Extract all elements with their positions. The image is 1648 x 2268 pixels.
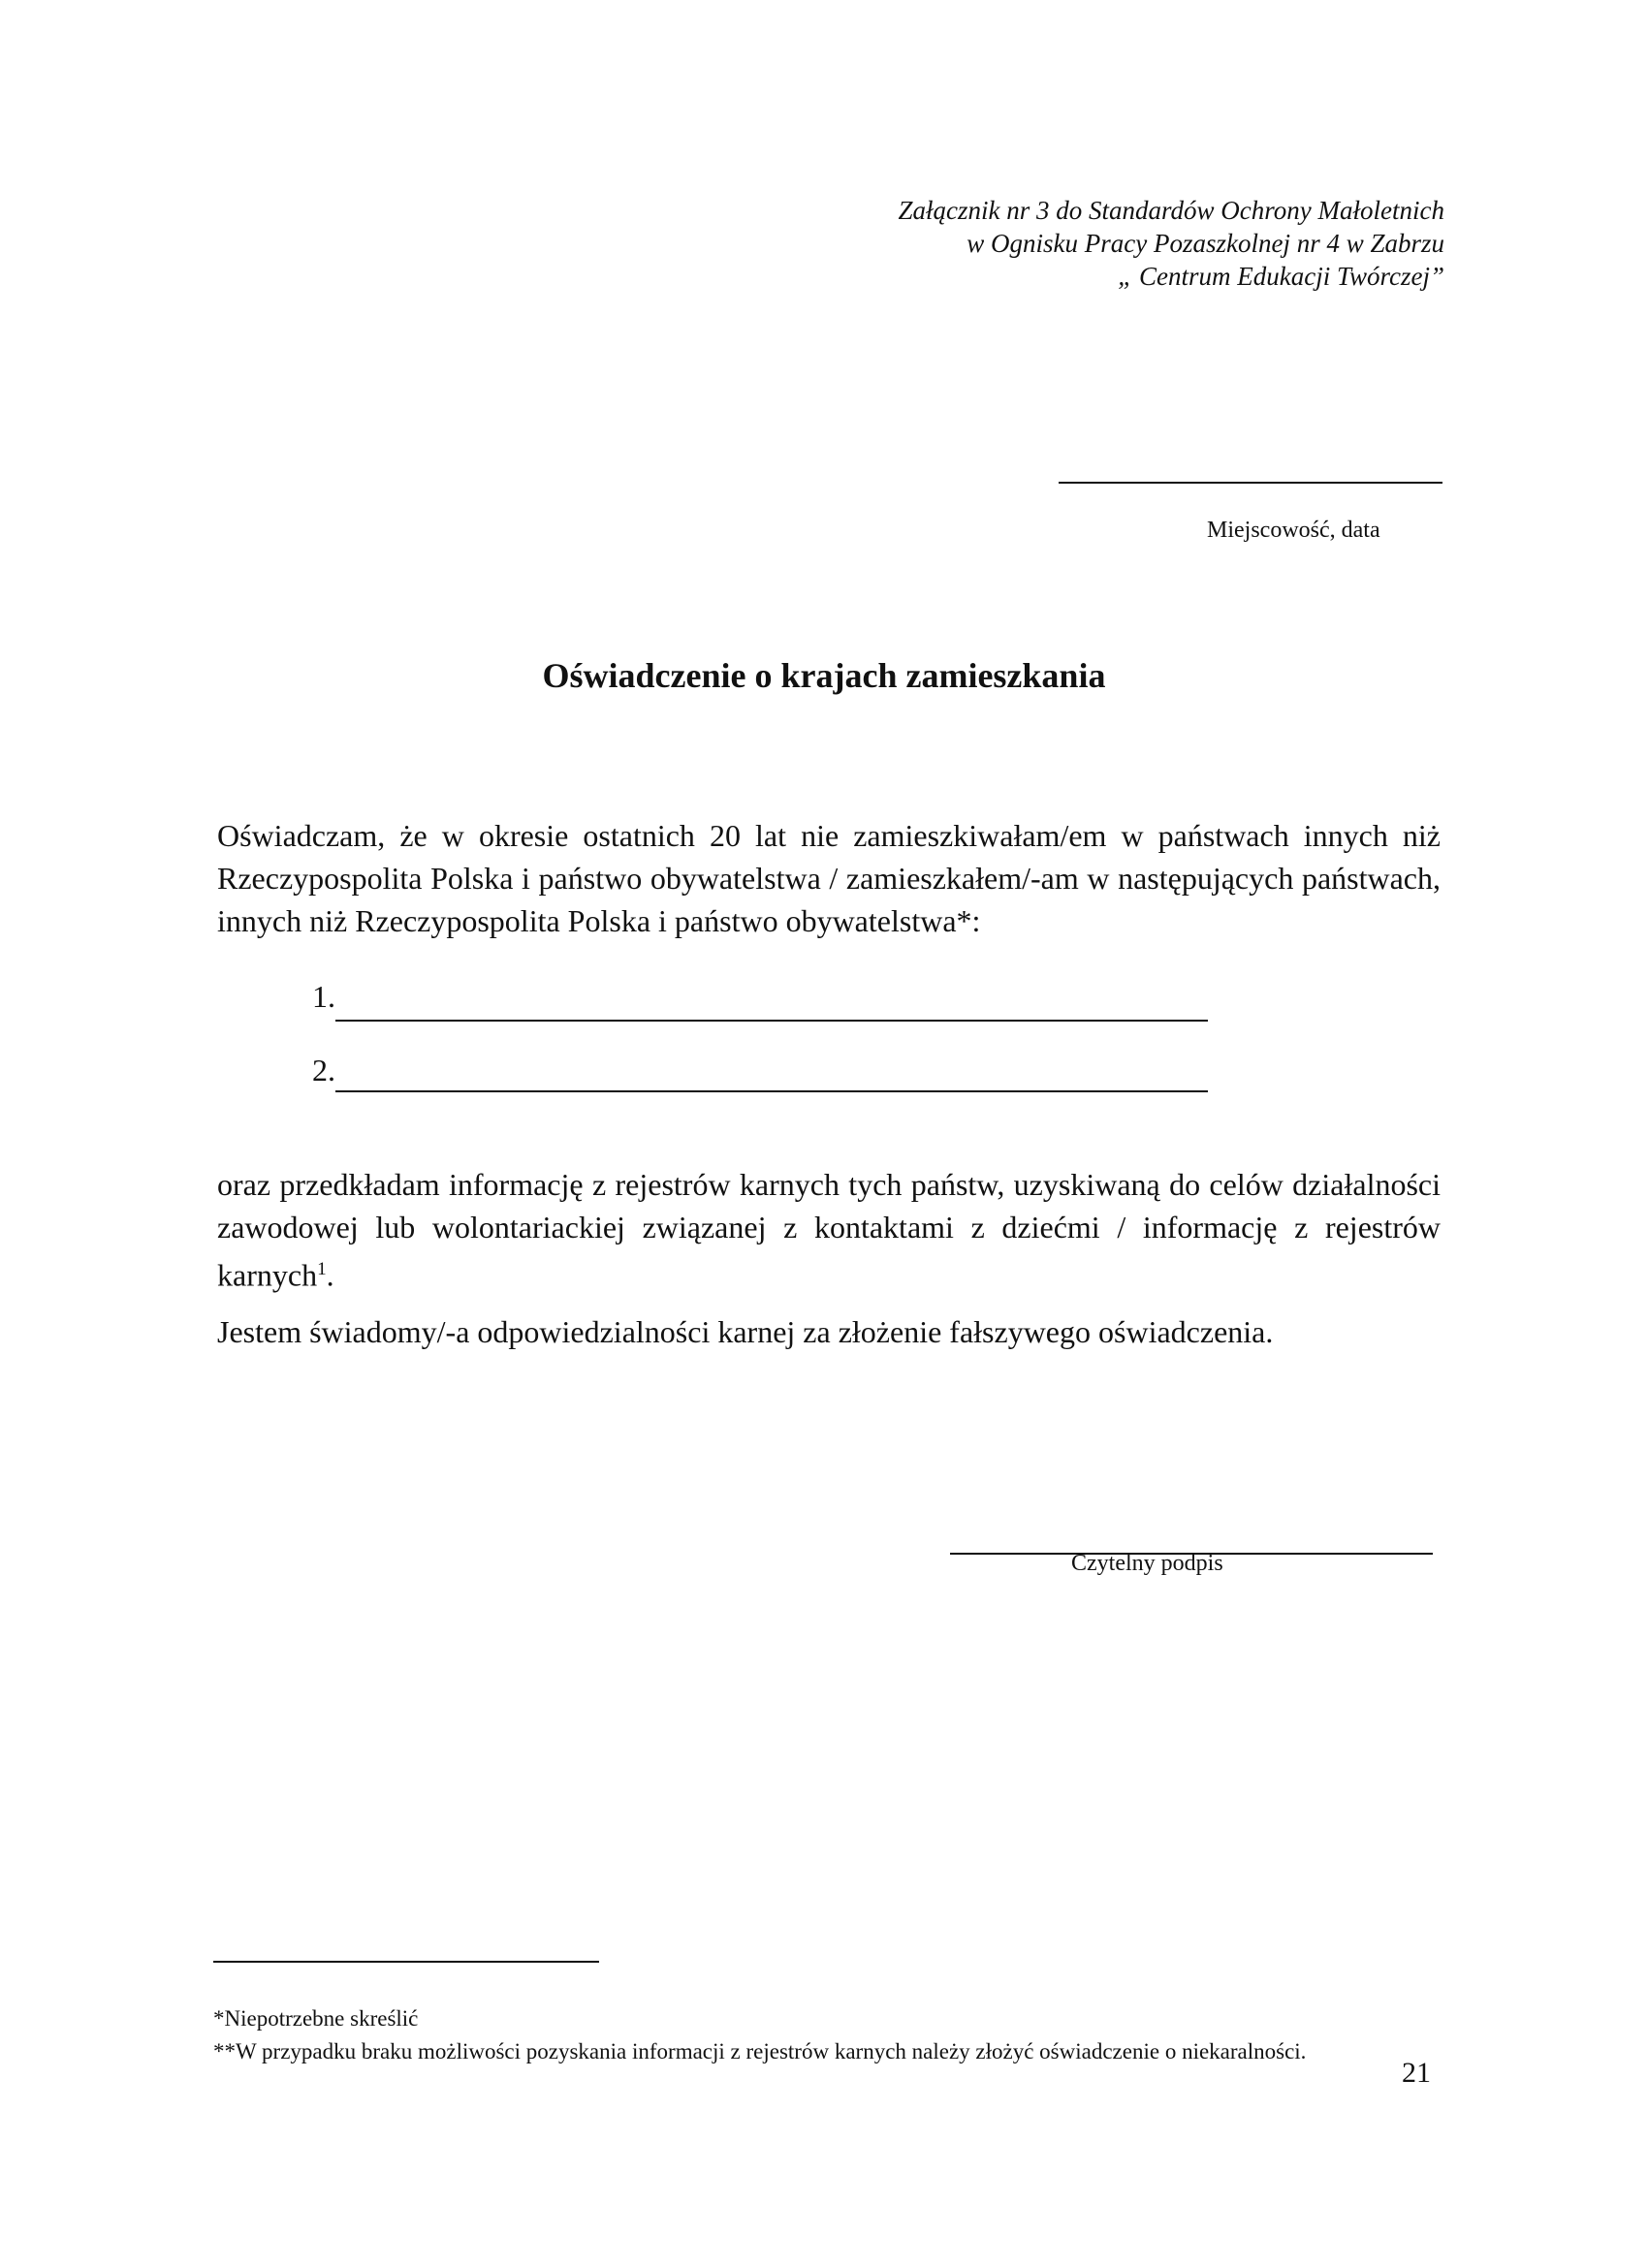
header-line-3: „ Centrum Edukacji Twórczej” <box>1118 262 1444 291</box>
page-number: 21 <box>1402 2057 1431 2089</box>
list-item-number: 1. <box>312 979 335 1014</box>
declaration-text: oraz przedkładam informację z rejestrów karnych tych państw, uzyskiwaną do celów działalności zawodowej lub wolontariackiej związanej z kontaktami z dziećmi / informację z rejestrów karnych <box>217 1167 1441 1293</box>
header-line-2: w Ognisku Pracy Pozaszkolnej nr 4 w Zabrzu <box>967 229 1444 258</box>
signature-label: Czytelny podpis <box>1071 1551 1223 1576</box>
document-title: Oświadczenie o krajach zamieszkania <box>542 656 1106 695</box>
list-item <box>312 1053 335 1088</box>
place-date-line[interactable] <box>1059 482 1442 484</box>
footnote-1: *Niepotrzebne skreślić <box>213 2006 419 2031</box>
list-item-number: 2. <box>312 1053 335 1087</box>
place-date-label: Miejscowość, data <box>1207 518 1380 543</box>
country-2-line[interactable] <box>335 1090 1208 1092</box>
footnote-separator <box>213 1961 599 1963</box>
awareness-paragraph: Jestem świadomy/-a odpowiedzialności karnej za złożenie fałszywego oświadczenia. <box>217 1314 1274 1349</box>
document-header <box>899 194 1444 293</box>
list-item <box>312 979 335 1015</box>
declaration-paragraph <box>217 1163 1441 1297</box>
country-1-line[interactable] <box>335 1020 1208 1022</box>
declaration-end: . <box>326 1257 334 1293</box>
footnote-2: **W przypadku braku możliwości pozyskania informacji z rejestrów karnych należy złożyć oświadczenie o niekaralności. <box>213 2039 1307 2063</box>
statement-paragraph: Oświadczam, że w okresie ostatnich 20 lat nie zamieszkiwałam/em w państwach innych niż Rzeczypospolita Polska i państwo obywatelstwa / zamieszkałem/-am w następujących państwach, innych niż Rzeczypospolita Polska i państwo obywatelstwa*: <box>217 818 1441 938</box>
footnote-reference: 1 <box>317 1259 327 1279</box>
header-line-1: Załącznik nr 3 do Standardów Ochrony Małoletnich <box>898 196 1444 225</box>
